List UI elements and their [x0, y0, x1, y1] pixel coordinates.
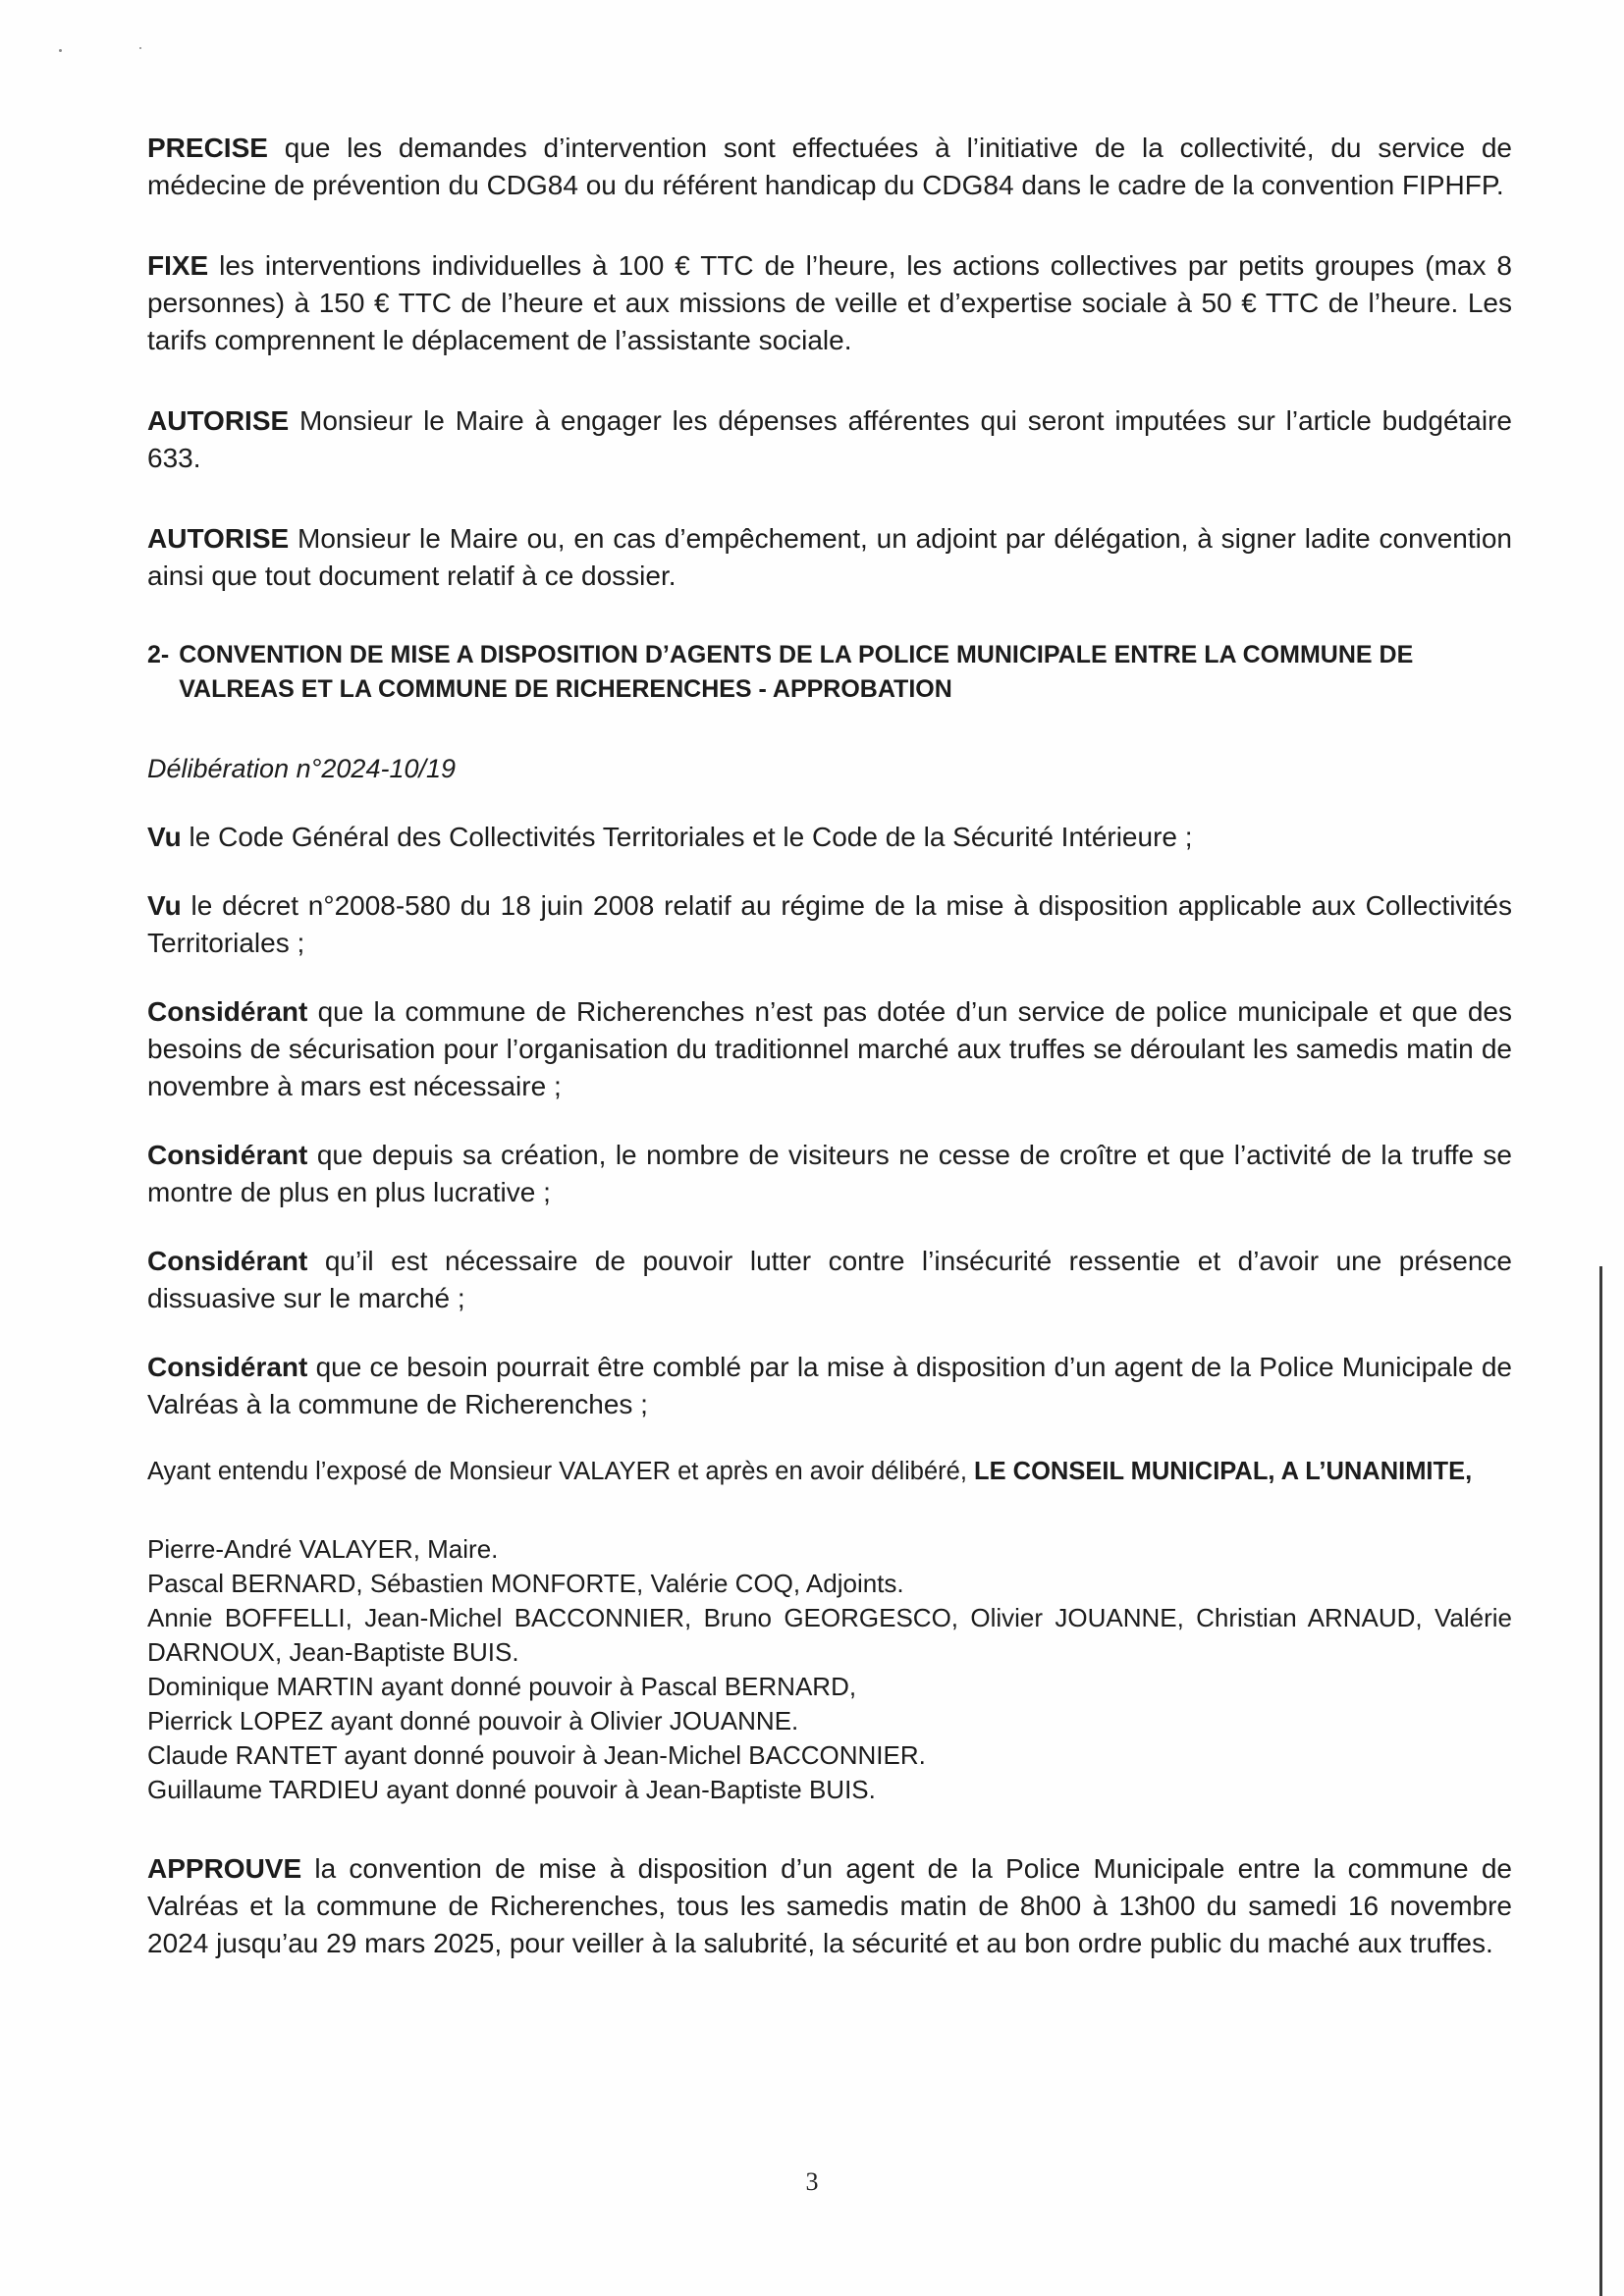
keyword-approuve: APPROUVE — [147, 1853, 302, 1884]
keyword-precise: PRECISE — [147, 133, 268, 163]
paragraph-vu-decret-text: le décret n°2008-580 du 18 juin 2008 relatif au régime de la mise à disposition applicable aux Collectivités Territoriales ; — [147, 890, 1512, 958]
paragraph-considerant-3 — [147, 1243, 1512, 1317]
paragraph-considerant-1 — [147, 993, 1512, 1105]
attendance-line: Pierre-André VALAYER, Maire. — [147, 1534, 499, 1564]
paragraph-precise — [147, 130, 1512, 204]
keyword-considerant: Considérant — [147, 1140, 308, 1170]
paragraph-autorise-depenses — [147, 402, 1512, 477]
document-body — [147, 130, 1512, 1962]
paragraph-vu-code-text: le Code Général des Collectivités Territoriales et le Code de la Sécurité Intérieure ; — [181, 822, 1193, 852]
keyword-considerant: Considérant — [147, 1246, 308, 1276]
paragraph-autorise-depenses-text: Monsieur le Maire à engager les dépenses afférentes qui seront imputées sur l’article budgétaire 633. — [147, 405, 1512, 473]
attendance-line: Pascal BERNARD, Sébastien MONFORTE, Valérie COQ, Adjoints. — [147, 1569, 904, 1598]
scan-edge-line — [1599, 1266, 1602, 2296]
paragraph-precise-text: que les demandes d’intervention sont effectuées à l’initiative de la collectivité, du service de médecine de prévention du CDG84 ou du référent handicap du CDG84 dans le cadre de la convention FIPHFP. — [147, 133, 1512, 200]
keyword-vu: Vu — [147, 890, 182, 921]
scan-speck — [59, 49, 62, 52]
attendance-line: Guillaume TARDIEU ayant donné pouvoir à Jean-Baptiste BUIS. — [147, 1775, 876, 1804]
council-decision: LE CONSEIL MUNICIPAL, A L’UNANIMITE, — [974, 1458, 1473, 1485]
section-heading — [147, 638, 1512, 707]
paragraph-fixe — [147, 247, 1512, 359]
keyword-considerant: Considérant — [147, 1352, 308, 1382]
attendance-line: Claude RANTET ayant donné pouvoir à Jean-Michel BACCONNIER. — [147, 1740, 926, 1770]
paragraph-approuve-text: la convention de mise à disposition d’un agent de la Police Municipale entre la commune de Valréas et la commune de Richerenches, tous les samedis matin de 8h00 à 13h00 du samedi 16 novembre 2024 jusqu’au 29 mars 2025, pour veiller à la salubrité, la sécurité et au bon ordre public du maché aux truffes. — [147, 1853, 1512, 1958]
paragraph-considerant-4-text: que ce besoin pourrait être comblé par la mise à disposition d’un agent de la Police Municipale de Valréas à la commune de Richerenches ; — [147, 1352, 1512, 1419]
attendance-line: Annie BOFFELLI, Jean-Michel BACCONNIER, Bruno GEORGESCO, Olivier JOUANNE, Christian ARNAUD, Valérie DARNOUX, Jean-Baptiste BUIS. — [147, 1603, 1512, 1667]
section-title: CONVENTION DE MISE A DISPOSITION D’AGENTS DE LA POLICE MUNICIPALE ENTRE LA COMMUNE DE VALREAS ET LA COMMUNE DE RICHERENCHES - APPROBATION — [179, 641, 1414, 703]
council-intro — [147, 1455, 1512, 1489]
keyword-autorise: AUTORISE — [147, 523, 290, 554]
page-number: 3 — [805, 2167, 819, 2196]
paragraph-vu-code — [147, 819, 1512, 856]
paragraph-vu-decret — [147, 887, 1512, 962]
paragraph-autorise-signer — [147, 520, 1512, 595]
paragraph-considerant-3-text: qu’il est nécessaire de pouvoir lutter contre l’insécurité ressentie et d’avoir une présence dissuasive sur le marché ; — [147, 1246, 1512, 1313]
council-intro-text: Ayant entendu l’exposé de Monsieur VALAYER et après en avoir délibéré, — [147, 1458, 975, 1485]
paragraph-autorise-signer-text: Monsieur le Maire ou, en cas d’empêchement, un adjoint par délégation, à signer ladite convention ainsi que tout document relatif à ce dossier. — [147, 523, 1512, 591]
scan-speck — [139, 47, 141, 49]
paragraph-approuve — [147, 1850, 1512, 1962]
paragraph-considerant-2 — [147, 1137, 1512, 1211]
paragraph-considerant-1-text: que la commune de Richerenches n’est pas dotée d’un service de police municipale et que des besoins de sécurisation pour l’organisation du traditionnel marché aux truffes se déroulant les samedis matin de novembre à mars est nécessaire ; — [147, 996, 1512, 1101]
keyword-autorise: AUTORISE — [147, 405, 290, 436]
paragraph-considerant-4 — [147, 1349, 1512, 1423]
paragraph-considerant-2-text: que depuis sa création, le nombre de visiteurs ne cesse de croître et que l’activité de la truffe se montre de plus en plus lucrative ; — [147, 1140, 1512, 1207]
attendance-line: Dominique MARTIN ayant donné pouvoir à Pascal BERNARD, — [147, 1672, 857, 1701]
attendance-list — [147, 1532, 1512, 1807]
keyword-fixe: FIXE — [147, 250, 209, 281]
attendance-line: Pierrick LOPEZ ayant donné pouvoir à Olivier JOUANNE. — [147, 1706, 799, 1735]
paragraph-fixe-text: les interventions individuelles à 100 € TTC de l’heure, les actions collectives par petits groupes (max 8 personnes) à 150 € TTC de l’heure et aux missions de veille et d’expertise sociale à 50 € TTC de l’heure. Les tarifs comprennent le déplacement de l’assistante sociale. — [147, 250, 1512, 355]
deliberation-number: Délibération n°2024-10/19 — [147, 754, 457, 783]
keyword-vu: Vu — [147, 822, 182, 852]
section-number: 2- — [147, 641, 170, 668]
keyword-considerant: Considérant — [147, 996, 308, 1027]
